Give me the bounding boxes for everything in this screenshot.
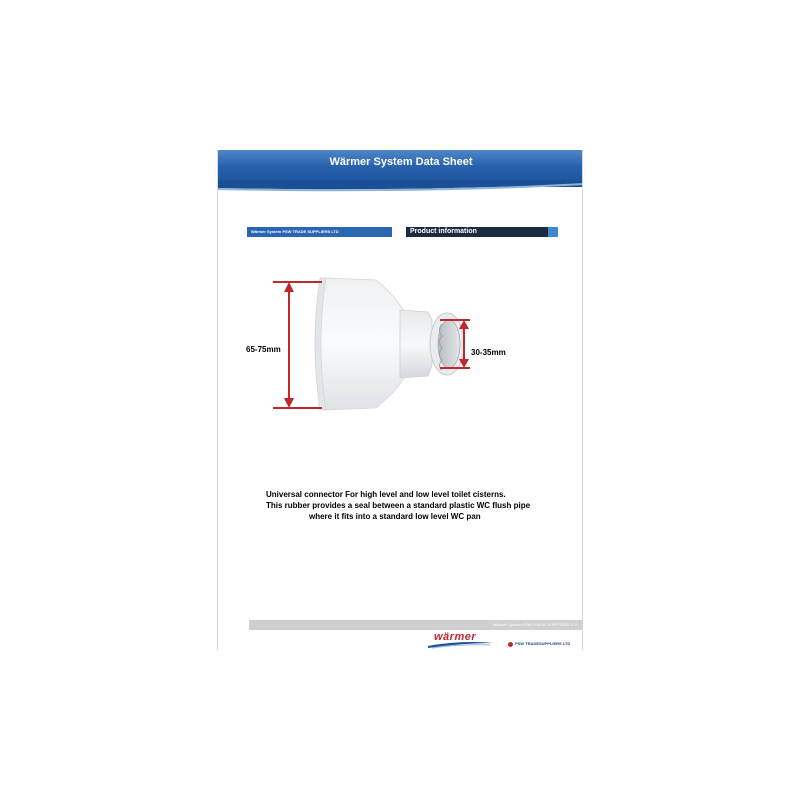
psw-logo-text: PSW TRADESUPPLIERS LTD [515,641,571,646]
warmer-logo-text: wärmer [434,631,477,643]
connector-body [321,278,406,410]
footer-bar: Wärmer System PSW TRADE SUPPLIERS LTD [249,620,583,630]
data-sheet-page [217,150,583,650]
product-information-bar-accent [548,227,558,237]
warmer-logo [426,631,496,649]
description-line-1: Universal connector For high level and low level toilet cisterns. [266,490,506,499]
company-info-bar: Wärmer System PSW TRADE SUPPLIERS LTD [247,227,392,237]
outer-diameter-label: 65-75mm [246,345,281,354]
page-title: Wärmer System Data Sheet [329,156,473,168]
warmer-logo-swoosh [426,640,496,649]
header-swoosh-decoration [218,180,583,192]
inner-diameter-label: 30-35mm [471,348,506,357]
psw-logo-mark-icon [508,642,513,647]
product-description [266,489,576,522]
connector-neck [400,310,432,378]
product-information-bar: Product information [406,227,556,237]
description-line-3: where it fits into a standard low level WC pan [309,512,481,521]
description-line-2: This rubber provides a seal between a standard plastic WC flush pipe [266,501,531,510]
